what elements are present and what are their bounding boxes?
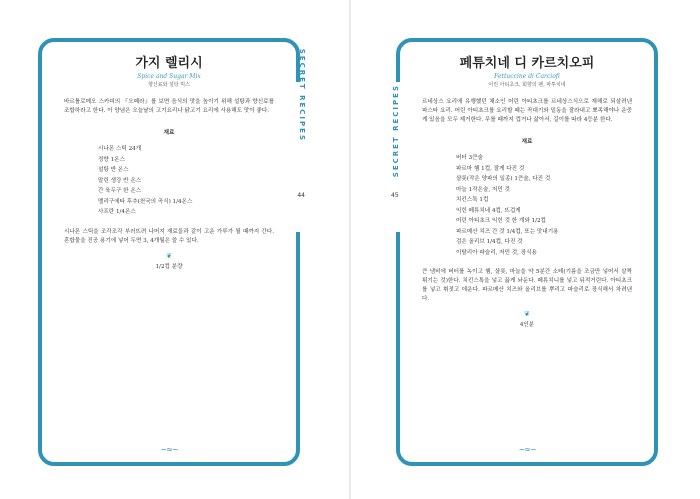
footer-ornament-icon: ~≈~ bbox=[518, 445, 536, 454]
ingredient-item: 버터 3큰술 bbox=[456, 155, 483, 161]
ornament-icon: ❦ bbox=[166, 251, 172, 260]
side-label: SECRET RECIPES bbox=[298, 48, 306, 142]
ingredient-item: 설탕 반 온스 bbox=[98, 167, 129, 173]
recipe-yield: 1/2컵 분량 bbox=[155, 263, 183, 270]
ingredient-item: 치킨스톡 1컵 bbox=[456, 197, 489, 203]
ingredient-item: 이탈리아 파슬리, 저민 것, 장식용 bbox=[456, 249, 537, 256]
ingredient-item: 사프란 1/4온스 bbox=[98, 209, 136, 215]
ingredient-item: 파르메산 치즈 간 것 1/4컵, 또는 맛내기용 bbox=[456, 228, 559, 235]
recipe-content bbox=[64, 52, 274, 270]
recipe-intro: 르네상스 요리에 유행했던 채소인 어린 아티초크를 르네상스식으로 재해로 되살려낸 파스타 요리. 어린 아티초크를 요리할 때는 꼭대기와 밑동을 잘라내고 뾰족해야나 운중게 있음을 모두 제거한다. 무를 때까지 껍거나 삶아서, 길이를 따라 4등분 한다. bbox=[422, 99, 632, 123]
recipe-content bbox=[422, 52, 632, 328]
page-number: 44 bbox=[297, 192, 305, 199]
ingredient-item: 익힌 페튜치네 4컵, 뜨겁게 bbox=[456, 207, 521, 214]
ingredient-item: 샬롯(작은 양파의 일종) 1큰술, 다진 것 bbox=[456, 176, 551, 182]
side-label: SECRET RECIPES bbox=[392, 84, 400, 178]
ingredient-item: 정향 1온스 bbox=[98, 156, 125, 163]
ingredient-item: 멜리구에타 후추(천국의 곡식) 1/4온스 bbox=[98, 198, 193, 205]
ingredient-item: 마늘 1작은술, 저민 것 bbox=[456, 186, 510, 193]
ingredients-heading: 재료 bbox=[163, 130, 175, 136]
ingredient-item: 시나몬 스틱 24개 bbox=[98, 146, 142, 152]
ingredients-list bbox=[64, 144, 274, 218]
right-page bbox=[391, 38, 658, 466]
left-page bbox=[38, 38, 306, 466]
footer-ornament-icon: ~≈~ bbox=[160, 445, 178, 454]
recipe-method: 큰 냄비에 버터를 녹이고 햄, 샬롯, 마늘을 약 5분간 소테(기름을 조금만 넣어서 살짝 튀기는 것)한다. 치킨스톡을 넣고 끓게 놔둔다. 페튜치니를 넣고 뒤적거린다. 아티초크를 넣고 휘젓고 데운다. 파르메산 치즈와 올리브를 뿌리고 파슬리로 장식해서 차려낸다. bbox=[422, 269, 632, 302]
recipe-subtitle-kr: 어린 아티초크, 회향의 펜, 파투치네 bbox=[488, 82, 566, 88]
ingredient-item: 간 육두구 한 온스 bbox=[98, 188, 142, 194]
recipe-title: 페튜치네 디 카르치오피 bbox=[459, 56, 595, 71]
recipe-yield: 4인분 bbox=[519, 322, 535, 328]
recipe-subtitle-kr: 향신료와 설탕 믹스 bbox=[148, 82, 190, 88]
ingredient-item: 검은 올리브 1/4컵, 다진 것 bbox=[456, 239, 523, 245]
ingredient-item: 말린 생강 반 온스 bbox=[98, 177, 142, 184]
recipe-intro: 바르톨로메오 스카피의 『오페라』를 보면 음식의 맛을 높이기 위해 설탕과 향신료를 조합하라고 한다. 이 양념은 오늘날의 고기요리나 닭고기 요리에 사용해도 맛이 좋다. bbox=[64, 99, 274, 114]
recipe-method: 시나몬 스틱을 조각조각 부러뜨려 나머지 재료들과 같이 고운 가루가 될 때까지 간다. 혼합물을 진공 용기에 넣어 두면 3, 4개월은 쓸 수 있다. bbox=[64, 228, 274, 244]
ingredient-item: 파르마 햄 1컵, 잘게 다진 것 bbox=[456, 165, 525, 172]
ornament-icon: ❦ bbox=[524, 310, 530, 318]
ingredients-heading: 재료 bbox=[521, 139, 533, 145]
recipe-title: 가지 렐리시 bbox=[135, 56, 203, 71]
ingredient-item: 어린 아티초크 익힌 것 한 개와 1/2컵 bbox=[456, 218, 546, 224]
recipe-subtitle-en: Spice and Sugar Mix bbox=[137, 73, 201, 80]
ingredients-list bbox=[422, 153, 632, 258]
page-number: 45 bbox=[391, 192, 399, 199]
recipe-subtitle-en: Fettuccine di Carciofi bbox=[494, 73, 560, 80]
book-gutter bbox=[349, 0, 351, 499]
